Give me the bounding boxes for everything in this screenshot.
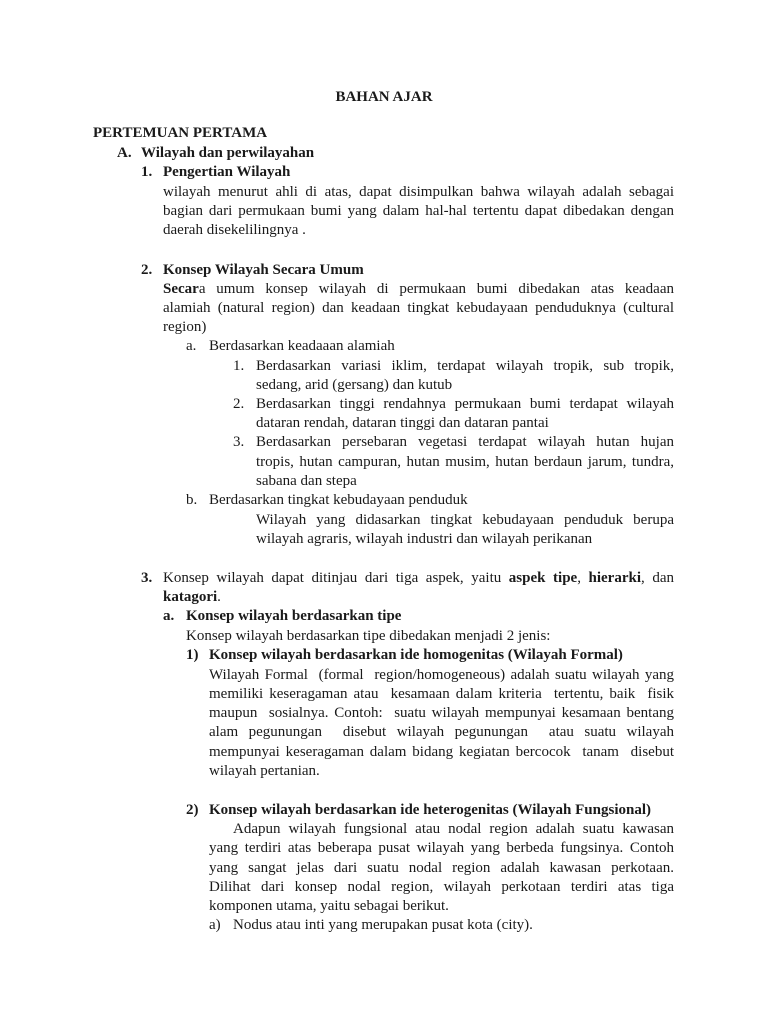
p2-marker: 2)	[186, 802, 199, 818]
section-a-heading: Wilayah dan perwilayahan	[141, 145, 315, 161]
s2-line: region)	[163, 319, 207, 335]
s2-bold-start: Secar	[163, 281, 199, 297]
p2-line: yang sangat jelas dari suatu nodal region adalah kawasan perkotaan.	[209, 860, 674, 876]
s2a-marker: a.	[186, 338, 197, 354]
p2-sub-text: Nodus atau inti yang merupakan pusat kota (city).	[233, 917, 533, 933]
s2a-item-marker: 1.	[233, 358, 245, 374]
s2b-label: Berdasarkan tingkat kebudayaan penduduk	[209, 492, 468, 508]
s2a-item-marker: 3.	[233, 434, 245, 450]
s3-intro: Konsep wilayah dapat ditinjau dari tiga aspek, yaitu	[163, 570, 509, 586]
s2a-item-line: dataran rendah, dataran tinggi dan dataran pantai	[256, 415, 549, 431]
p2-line: Dilihat dari konsep nodal region, wilayah perkotaan terdiri atas tiga	[209, 879, 674, 895]
s2a-label: Berdasarkan keadaaan alamiah	[209, 338, 395, 354]
p2-line: yang terdiri atas beberapa pusat wilayah yang berbeda fungsinya. Contoh	[209, 840, 674, 856]
p1-line: Wilayah Formal (formal region/homogeneous) adalah suatu wilayah yang	[209, 667, 674, 683]
s3-bold-hierarki: hierarki	[588, 570, 642, 586]
s2b-line: wilayah agraris, wilayah industri dan wilayah perikanan	[256, 531, 593, 547]
p1-line: mempunyai keseragaman dalam bidang kegiatan bercocok tanam disebut	[209, 744, 674, 760]
s2-line	[163, 280, 674, 299]
s2a-item-line: Berdasarkan variasi iklim, terdapat wilayah tropik, sub tropik,	[256, 358, 674, 374]
s2a-item-line: Berdasarkan tinggi rendahnya permukaan bumi terdapat wilayah	[256, 396, 674, 412]
s3-line	[163, 588, 221, 607]
s3-bold-tipe: aspek tipe	[508, 570, 578, 586]
s3a-intro: Konsep wilayah berdasarkan tipe dibedakan menjadi 2 jenis:	[186, 628, 551, 644]
s2b-marker: b.	[186, 492, 198, 508]
p2-sub-marker: a)	[209, 917, 221, 933]
p2-heading: Konsep wilayah berdasarkan ide heterogenitas (Wilayah Fungsional)	[209, 802, 652, 818]
p1-line: alam pegunungan disebut wilayah pegunungan atau suatu wilayah	[209, 724, 674, 740]
p1-line: memiliki keseragaman atau kesamaan dalam kriteria tertentu, baik fisik	[209, 686, 674, 702]
s3-sep: ,	[577, 570, 589, 586]
s1-line: wilayah menurut ahli di atas, dapat disimpulkan bahwa wilayah adalah sebagai	[163, 184, 674, 200]
s3-end: .	[217, 589, 221, 605]
p1-heading: Konsep wilayah berdasarkan ide homogenitas (Wilayah Formal)	[209, 647, 623, 663]
s1-line: bagian dari permukaan bumi yang dalam hal-hal tertentu dapat dibedakan dengan	[163, 203, 674, 219]
s2a-item-line: sabana dan stepa	[256, 473, 357, 489]
s2-heading: Konsep Wilayah Secara Umum	[163, 262, 364, 278]
s2a-item-line: sedang, arid (gersang) dan kutub	[256, 377, 453, 393]
s3-bold-katagori: katagori	[163, 589, 218, 605]
p1-line: wilayah pertanian.	[209, 763, 320, 779]
s2a-item-marker: 2.	[233, 396, 245, 412]
s2-line-rest: a umum konsep wilayah di permukaan bumi dibedakan atas keadaan	[198, 281, 674, 297]
section-a-marker: A.	[117, 145, 132, 161]
p1-marker: 1)	[186, 647, 199, 663]
s1-line: daerah disekelilingnya .	[163, 222, 306, 238]
meeting-heading: PERTEMUAN PERTAMA	[93, 125, 268, 141]
s1-heading: Pengertian Wilayah	[163, 164, 291, 180]
s3-line	[163, 569, 674, 588]
s2a-item-line: Berdasarkan persebaran vegetasi terdapat wilayah hutan hujan	[256, 434, 674, 450]
p1-line: maupun sosialnya. Contoh: suatu wilayah mempunyai kesamaan bentang	[209, 705, 674, 721]
s2-marker: 2.	[141, 262, 153, 278]
p2-line: komponen utama, yaitu sebagai berikut.	[209, 898, 449, 914]
s3-marker: 3.	[141, 570, 153, 586]
p2-line: Adapun wilayah fungsional atau nodal region adalah suatu kawasan	[233, 821, 674, 837]
s3a-heading: Konsep wilayah berdasarkan tipe	[186, 608, 402, 624]
s1-marker: 1.	[141, 164, 153, 180]
s2a-item-line: tropis, hutan campuran, hutan musim, hutan berdaun jarum, tundra,	[256, 454, 674, 470]
s3-sep: , dan	[641, 570, 674, 586]
page-title: BAHAN AJAR	[335, 89, 433, 105]
s3a-marker: a.	[163, 608, 175, 624]
s2-line: alamiah (natural region) dan keadaan tingkat kebudayaan penduduknya (cultural	[163, 300, 674, 316]
s2b-line: Wilayah yang didasarkan tingkat kebudayaan penduduk berupa	[256, 512, 674, 528]
